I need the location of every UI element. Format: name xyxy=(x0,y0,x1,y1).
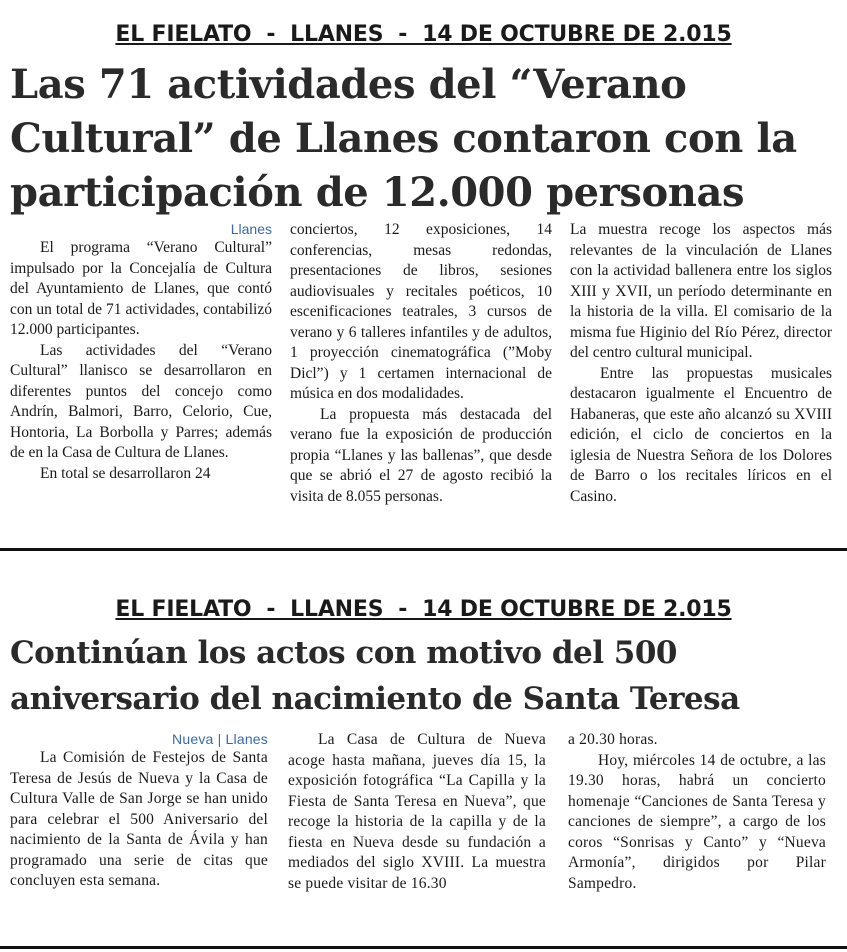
dateline: Llanes xyxy=(230,221,272,237)
paragraph: La muestra recoge los aspectos más relevantes de la vinculación de Llanes con la actividad ballenera entre los siglos XIII y XVII, un período determinante en la historia de la villa. El comisario de la misma fue Higinio del Río Pérez, director del centro cultural municipal. xyxy=(570,221,832,361)
body-column-1 xyxy=(10,220,272,484)
divider-rule xyxy=(0,548,847,551)
divider-rule xyxy=(0,946,847,949)
paragraph: conciertos, 12 exposiciones, 14 conferencias, mesas redondas, presentaciones de libros, sesiones audiovisuales y recitales poéticos, 10 escenificaciones teatrales, 3 cursos de verano y 6 talleres infantiles y de adultos, 1 proyección cinematográfica (”Moby Dicl”) y 1 certamen internacional de música en dos modalidades. xyxy=(290,221,552,402)
paragraph: El programa “Verano Cultural” impulsado por la Concejalía de Cultura del Ayuntamiento de Llanes, que contó con un total de 71 actividades, contabilizó 12.000 participantes. xyxy=(10,239,272,338)
body-column-2 xyxy=(288,730,546,894)
paragraph: Las actividades del “Verano Cultural” llanisco se desarrollaron en diferentes puntos del concejo como Andrín, Balmori, Barro, Celorio, Cue, Hontoria, La Borbolla y Parres; además de en la Casa de Cultura de Llanes. xyxy=(10,341,272,461)
article-clipping-santa-teresa xyxy=(0,594,847,952)
dateline: Nueva | Llanes xyxy=(172,731,268,747)
article-headline: Continúan los actos con motivo del 500 aniversario del nacimiento de Santa Teresa xyxy=(10,635,740,717)
paragraph: La propuesta más destacada del verano fue la exposición de producción propia “Llanes y las ballenas”, que desde que se abrió el 27 de agosto recibió la visita de 8.055 personas. xyxy=(290,405,552,505)
newspaper-header: EL FIELATO - LLANES - 14 DE OCTUBRE DE 2.015 xyxy=(115,597,732,622)
paragraph: a 20.30 horas. xyxy=(568,731,658,748)
paragraph: En total se desarrollaron 24 xyxy=(40,464,211,482)
paragraph: La Casa de Cultura de Nueva acoge hasta mañana, jueves día 15, la exposición fotográfica “La Capilla y la Fiesta de Santa Teresa en Nueva”, que recoge la historia de la capilla y de la fiesta en Nueva desde su fundación a mediados del siglo XVIII. La muestra se puede visitar de 16.30 xyxy=(288,731,546,892)
newspaper-header: EL FIELATO - LLANES - 14 DE OCTUBRE DE 2.015 xyxy=(115,22,732,47)
paragraph: Hoy, miércoles 14 de octubre, a las 19.30 horas, habrá un concierto homenaje “Canciones de Santa Teresa y canciones de siempre”, a cargo de los coros “Sonrisas y Canto” y “Nueva Armonía”, dirigidos por Pilar Sampedro. xyxy=(568,751,826,892)
paragraph: Entre las propuestas musicales destacaron igualmente el Encuentro de Habaneras, que este año alcanzó su XVIII edición, el ciclo de conciertos en la iglesia de Nuestra Señora de los Dolores de Barro o los recitales líricos en el Casino. xyxy=(570,364,832,505)
body-column-3 xyxy=(570,220,832,507)
body-column-3 xyxy=(568,730,826,894)
body-column-2 xyxy=(290,220,552,507)
body-column-1 xyxy=(10,730,268,892)
paragraph: La Comisión de Festejos de Santa Teresa de Jesús de Nueva y la Casa de Cultura Valle de San Jorge se han unido para celebrar el 500 Aniversario del nacimiento de la Santa de Ávila y han programado una serie de citas que concluyen esta semana. xyxy=(10,749,268,889)
article-headline: Las 71 actividades del “Verano Cultural” de Llanes contaron con la participación de 12.000 personas xyxy=(10,61,797,216)
